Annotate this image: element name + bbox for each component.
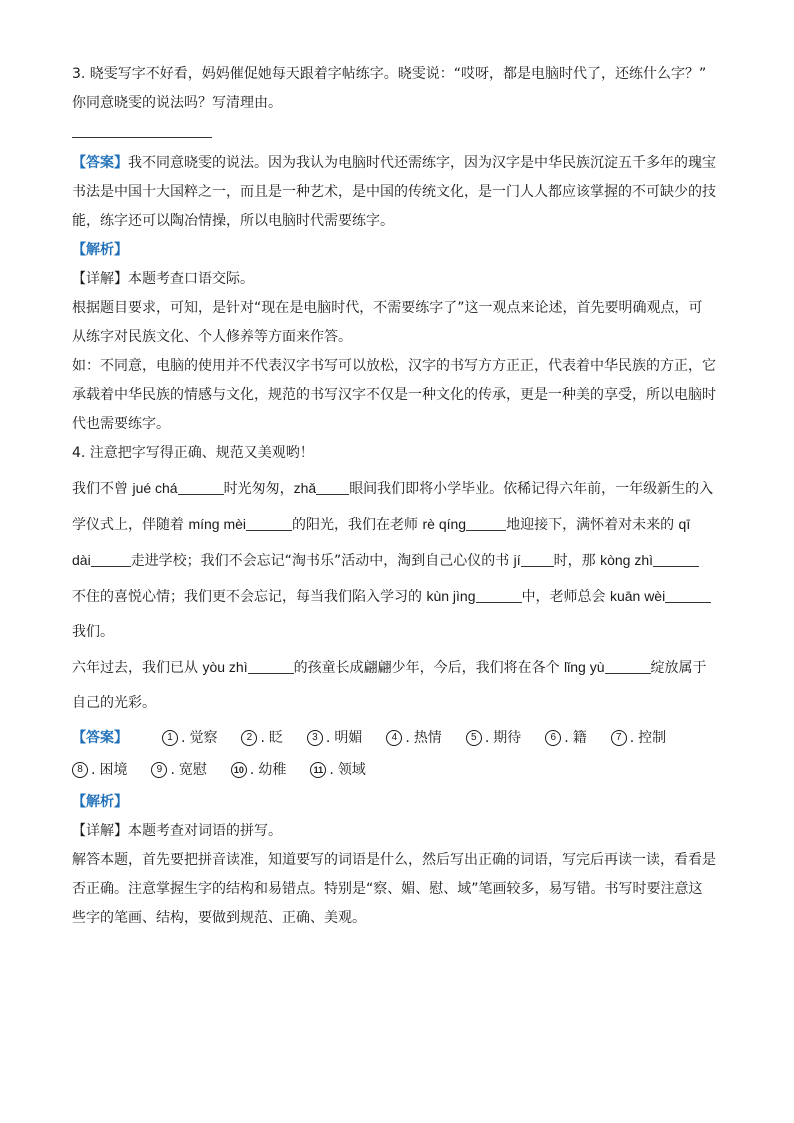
q4-answer-row2 [72,760,722,780]
text-segment: 绽放属于 [650,660,707,676]
q3-detail-text: 本题考查口语交际。 [128,271,254,287]
answer-item: 1 . 觉察 [162,728,217,748]
answer-item: 7 . 控制 [611,728,666,748]
q3-para2-line3: 代也需要练字。 [72,416,170,432]
q3-answer-blank [72,137,212,138]
q3-answer-text1: 我不同意晓雯的说法。因为我认为电脑时代还需练字，因为汉字是中华民族沉淀五千多年的瑰宝 [128,155,716,171]
q4-passage-line3 [72,550,722,571]
q4-jiexi-tag: 【解析】 [72,794,128,810]
answer-number: 2 [241,730,257,746]
q3-answer-line3: 能，练字还可以陶冶情操，所以电脑时代需要练字。 [72,213,394,229]
text-segment: 地迎接下，满怀着对未来的 [506,517,679,533]
q3-para1-line1: 根据题目要求，可知，是针对“现在是电脑时代，不需要练字了”这一观点来论述，首先要明确观点，可 [72,300,703,316]
pinyin-1: jué chá [132,480,178,496]
text-segment: 的孩童长成翩翩少年，今后，我们将在各个 [293,660,565,676]
q4-passage-line5: 我们。 [72,624,114,640]
q4-passage-line4 [72,586,722,607]
pinyin-9: kuān wèi [609,588,666,604]
q3-para2-line1: 如：不同意，电脑的使用并不代表汉字书写可以放松，汉字的书写方方正正，代表着中华民族的方正，它 [72,358,716,374]
answer-number: 11 [310,762,326,778]
q3-jiexi-tag: 【解析】 [72,242,128,258]
q4-jiexi-heading [72,792,722,812]
blank-9[interactable] [665,588,711,603]
answer-word: 籍 [572,730,587,746]
pinyin-11: lǐng yù [564,659,605,675]
pinyin-3: míng mèi [188,516,247,532]
q3-answer-tag: 【答案】 [72,155,128,171]
q4-answer-tag: 【答案】 [72,730,128,746]
answer-number: 5 [466,730,482,746]
blank-10[interactable] [248,659,294,674]
q3-answer-line1 [72,153,722,173]
text-segment: 中，老师总会 [521,589,610,605]
answer-number: 3 [307,730,323,746]
blank-2[interactable] [316,480,349,495]
document-page [72,64,722,928]
answer-word: 明媚 [334,730,363,746]
blank-5[interactable] [91,552,131,567]
answer-item: 11 . 领域 [310,760,365,780]
q3-detail-line [72,269,722,289]
answer-item: 5 . 期待 [466,728,521,748]
q3-jiexi-heading [72,240,722,260]
q4-passage-line1 [72,478,722,499]
q3-question-line1: 3. 晓雯写字不好看，妈妈催促她每天跟着字帖练字。晓雯说：“哎呀，都是电脑时代了，还练什么字？” [72,66,707,82]
text-segment: 时光匆匆， [223,481,294,497]
answer-word: 眨 [268,730,283,746]
answer-item: 4 . 热情 [386,728,441,748]
q4-passage-line7: 自己的光彩。 [72,695,156,711]
q4-detail-tag: 【详解】 [72,823,128,839]
pinyin-5b: dài [72,552,91,568]
text-segment: 不住的喜悦心情；我们更不会忘记，每当我们陷入学习的 [72,589,427,605]
q4-para1-line1: 解答本题，首先要把拼音读准，知道要写的词语是什么，然后写出正确的词语，写完后再读一读，看看是 [72,852,716,868]
answer-number: 1 [162,730,178,746]
blank-11[interactable] [605,659,651,674]
answer-word: 宽慰 [178,762,207,778]
pinyin-7: kòng zhì [600,552,654,568]
answer-number: 6 [545,730,561,746]
answer-item: 3 . 明媚 [307,728,362,748]
answer-number: 4 [386,730,402,746]
q4-detail-text: 本题考查对词语的拼写。 [128,823,282,839]
answer-item: 9 . 宽慰 [151,760,206,780]
q3-detail-tag: 【详解】 [72,271,128,287]
pinyin-6: jí [513,552,521,568]
q4-answer-row1 [72,728,722,748]
answer-item: 8 . 困境 [72,760,127,780]
blank-7[interactable] [653,552,699,567]
text-segment: 的阳光，我们在老师 [292,517,423,533]
answer-number: 10 [231,762,247,778]
answer-word: 热情 [413,730,442,746]
answer-item: 10 . 幼稚 [231,760,286,780]
q4-passage-line2 [72,514,722,535]
q3-para1-line2: 从练字对民族文化、个人修养等方面来作答。 [72,329,352,345]
blank-8[interactable] [476,588,522,603]
answer-number: 8 [72,762,88,778]
answer-word: 幼稚 [258,762,287,778]
blank-3[interactable] [246,516,292,531]
answer-word: 领域 [337,762,366,778]
text-segment: 时，那 [553,553,601,569]
text-segment: 我们不曾 [72,481,133,497]
answer-number: 7 [611,730,627,746]
answer-word: 控制 [638,730,667,746]
text-segment: 走进学校；我们不会忘记“淘书乐”活动中，淘到自己心仪的书 [130,553,514,569]
text-segment: 六年过去，我们已从 [72,660,203,676]
q3-para2-line2: 承载着中华民族的情感与文化，规范的书写汉字不仅是一种文化的传承，更是一种美的享受，所以电脑时 [72,387,716,403]
pinyin-4: rè qíng [422,516,467,532]
answer-item: 2 . 眨 [241,728,282,748]
q4-title: 4. 注意把字写得正确、规范又美观哟！ [72,445,314,461]
blank-6[interactable] [521,552,554,567]
pinyin-8: kùn jìng [426,588,476,604]
blank-1[interactable] [178,480,224,495]
pinyin-10: yòu zhì [202,659,248,675]
q3-question-line2: 你同意晓雯的说法吗？写清理由。 [72,95,282,111]
answer-word: 困境 [99,762,128,778]
text-segment: 眼间我们即将小学毕业。依稀记得六年前，一年级新生的入 [349,481,714,497]
q4-detail-line [72,821,722,841]
pinyin-2: zhǎ [293,480,317,496]
answer-word: 期待 [493,730,522,746]
q4-para1-line3: 些字的笔画、结构，要做到规范、正确、美观。 [72,910,366,926]
text-segment: 学仪式上，伴随着 [72,517,189,533]
q4-passage-line6 [72,657,722,678]
answer-item: 6 . 籍 [545,728,586,748]
pinyin-5a: qī [678,516,691,532]
answer-word: 觉察 [189,730,218,746]
q4-para1-line2: 否正确。注意掌握生字的结构和易错点。特别是“察、媚、慰、域”笔画较多，易写错。书写时要注意这 [72,881,703,897]
answer-number: 9 [151,762,167,778]
q3-answer-line2: 书法是中国十大国粹之一，而且是一种艺术，是中国的传统文化，是一门人人都应该掌握的不可缺少的技 [72,184,716,200]
blank-4[interactable] [466,516,506,531]
